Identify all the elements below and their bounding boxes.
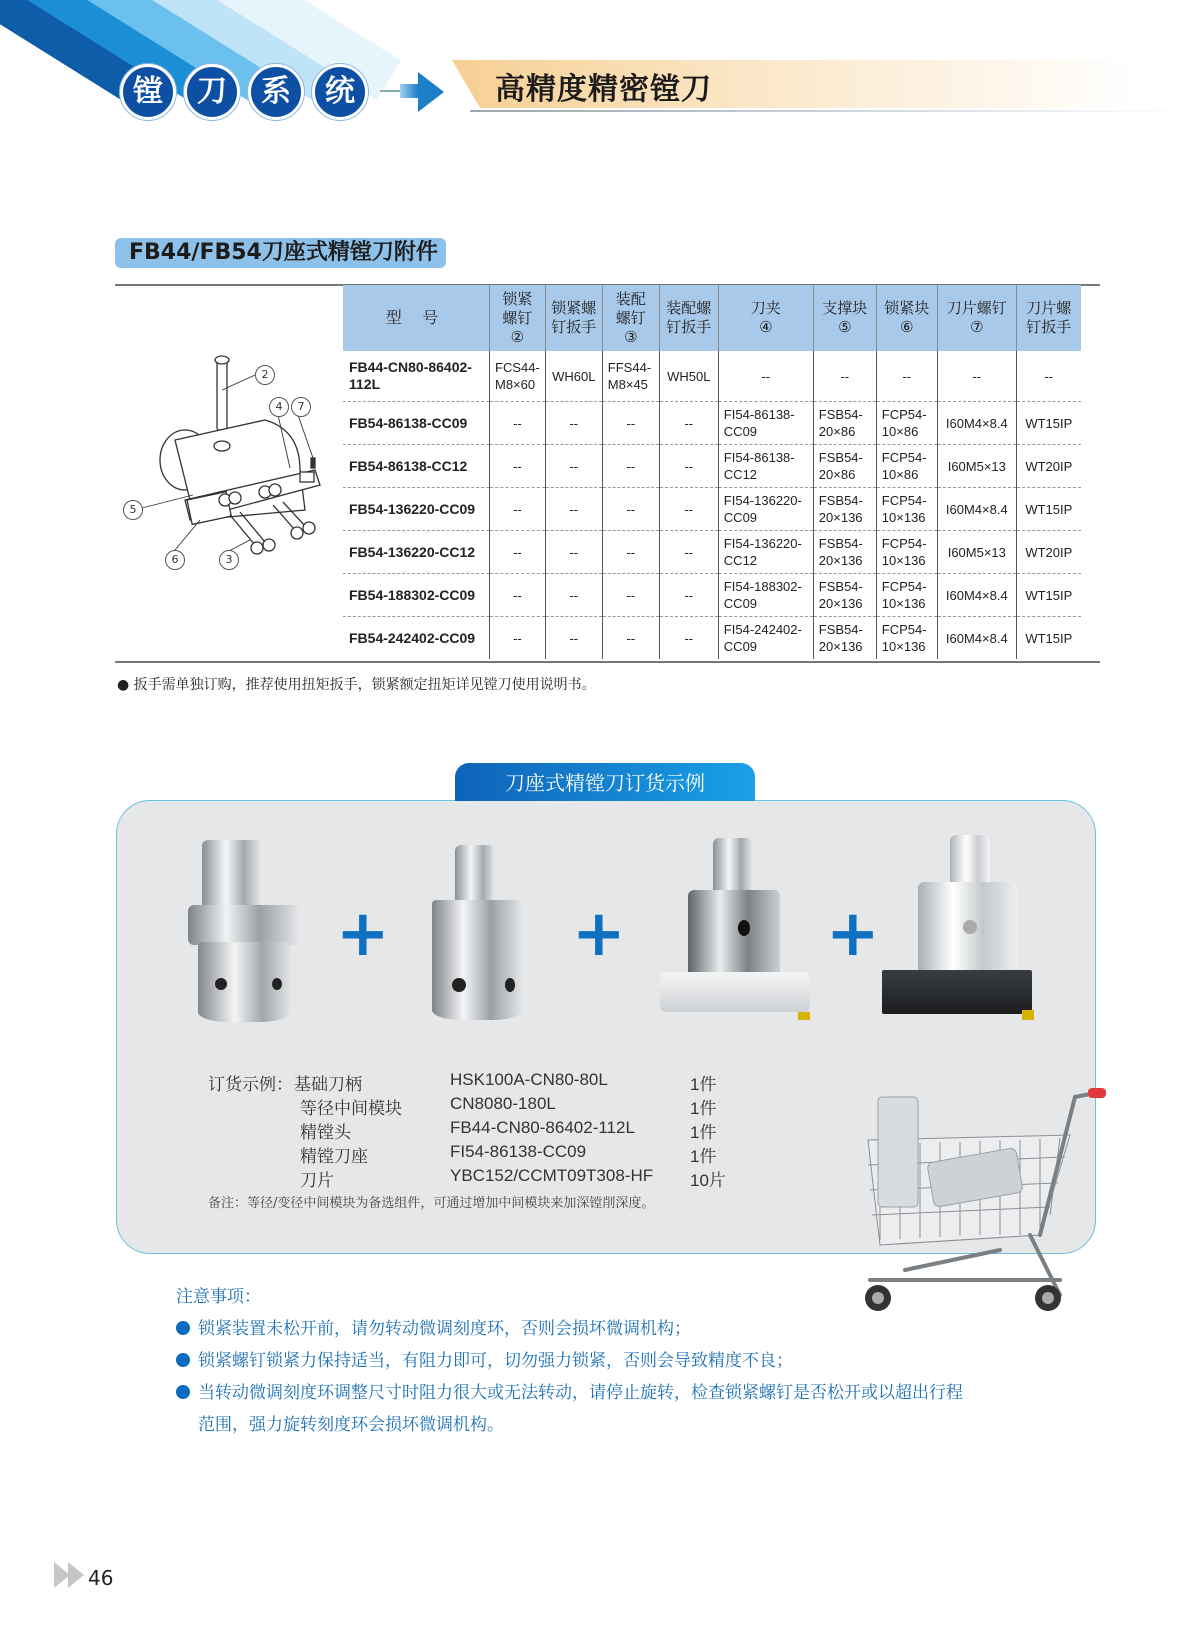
cell-lock-screw: -- [490, 574, 546, 617]
cell-model: FB44-CN80-86402- 112L [349, 359, 472, 392]
cell-assy-screw: -- [602, 531, 659, 574]
table-row [343, 351, 1081, 402]
order-item-qty: 1件 [690, 1099, 717, 1118]
order-prefix: 订货示例： [208, 1075, 293, 1094]
cell-lock-block: FCP54- 10×86 [876, 445, 937, 488]
cell-model: FB54-188302-CC09 [343, 574, 490, 617]
cell-holder: FI54-86138- CC12 [718, 445, 813, 488]
cell-lock-wrench: -- [545, 574, 602, 617]
attention-item: 当转动微调刻度环调整尺寸时阻力很大或无法转动，请停止旋转，检查锁紧螺钉是否松开或以超出行程 [176, 1378, 963, 1403]
order-item-name: 等径中间模块 [300, 1099, 402, 1118]
header-arrow-icon [400, 84, 418, 98]
cell-assy-screw: -- [602, 617, 659, 660]
bullet-icon [176, 1321, 190, 1335]
table-bottom-rule [115, 661, 1100, 663]
order-item-code: HSK100A-CN80-80L [450, 1070, 608, 1089]
cell-assy-screw: -- [602, 488, 659, 531]
cell-insert-wrench: WT15IP [1016, 617, 1081, 660]
order-item-code: CN8080-180L [450, 1094, 556, 1113]
order-item-name: 刀片 [300, 1171, 334, 1190]
cell-insert-wrench: WT15IP [1016, 402, 1081, 445]
cell-assy-screw: -- [602, 445, 659, 488]
table-row [343, 402, 1081, 445]
attention-item-continued: 范围，强力旋转刻度环会损坏微调机构。 [198, 1415, 504, 1435]
cell-insert-wrench: WT15IP [1016, 488, 1081, 531]
cell-assy-screw: -- [602, 402, 659, 445]
cell-lock-wrench: -- [545, 488, 602, 531]
order-item-qty: 1件 [690, 1075, 717, 1094]
cell-assy-wrench: -- [659, 574, 718, 617]
table-row [343, 488, 1081, 531]
order-item-qty: 1件 [690, 1123, 717, 1142]
cell-insert-wrench: WT20IP [1016, 531, 1081, 574]
cell-lock-block: -- [876, 351, 937, 402]
cell-lock-wrench: -- [545, 617, 602, 660]
cell-holder: FI54-188302- CC09 [718, 574, 813, 617]
cell-model: FB54-242402-CC09 [343, 617, 490, 660]
attention-item: 锁紧螺钉锁紧力保持适当，有阻力即可，切勿强力锁紧，否则会导致精度不良； [176, 1346, 793, 1371]
callout-4: 4 [269, 397, 289, 417]
cell-lock-block: FCP54- 10×86 [876, 402, 937, 445]
cell-holder: FI54-86138- CC09 [718, 402, 813, 445]
cell-assy-wrench: -- [659, 488, 718, 531]
page-arrow-icon [68, 1562, 84, 1588]
cell-insert-screw: -- [937, 351, 1016, 402]
cell-lock-screw: -- [490, 445, 546, 488]
cell-support: -- [813, 351, 876, 402]
cell-insert-screw: I60M4×8.4 [937, 617, 1016, 660]
header-badge: 刀 [184, 64, 240, 120]
cell-model: FB54-136220-CC12 [343, 531, 490, 574]
header-lock-wrench: 锁紧螺 钉扳手 [545, 285, 602, 351]
attention-title: 注意事项： [176, 1287, 261, 1307]
table-row [343, 531, 1081, 574]
page-number: 46 [88, 1566, 114, 1590]
cell-lock-block: FCP54- 10×136 [876, 531, 937, 574]
cell-lock-screw: -- [490, 531, 546, 574]
cell-support: FSB54- 20×136 [813, 574, 876, 617]
order-remark: 备注：等径/变径中间模块为备选组件，可通过增加中间模块来加深镗削深度。 [208, 1196, 655, 1211]
callout-5: 5 [123, 500, 143, 520]
cell-lock-block: FCP54- 10×136 [876, 574, 937, 617]
order-item-name: 精镗刀座 [300, 1147, 368, 1166]
exploded-diagram [115, 350, 340, 600]
cell-insert-screw: I60M4×8.4 [937, 402, 1016, 445]
cell-support: FSB54- 20×136 [813, 488, 876, 531]
order-item-code: YBC152/CCMT09T308-HF [450, 1166, 654, 1185]
order-item-name: 精镗头 [300, 1123, 351, 1142]
cell-model: FB54-86138-CC12 [343, 445, 490, 488]
attention-item: 锁紧装置未松开前，请勿转动微调刻度环，否则会损坏微调机构； [176, 1314, 691, 1339]
cell-insert-screw: I60M5×13 [937, 445, 1016, 488]
table-row [343, 574, 1081, 617]
title-underline [470, 110, 1190, 112]
shopping-cart-icon [860, 1085, 1120, 1325]
cell-assy-screw: -- [602, 574, 659, 617]
bullet-icon [176, 1353, 190, 1367]
cell-support: FSB54- 20×86 [813, 402, 876, 445]
table-header-row [343, 285, 1081, 351]
cell-support: FSB54- 20×86 [813, 445, 876, 488]
header-arrow-line [380, 90, 400, 92]
bullet-icon [176, 1385, 190, 1399]
cell-lock-block: FCP54- 10×136 [876, 617, 937, 660]
cell-model: FB54-86138-CC09 [343, 402, 490, 445]
order-example-title: 刀座式精镗刀订货示例 [455, 763, 755, 801]
header-model: 型 号 [343, 285, 490, 351]
header-insert-wrench: 刀片螺 钉扳手 [1016, 285, 1081, 351]
header-badge: 统 [312, 64, 368, 120]
page-title: 高精度精密镗刀 [495, 72, 712, 107]
cell-lock-wrench: WH60L [545, 351, 602, 402]
callout-6: 6 [165, 550, 185, 570]
cell-insert-wrench: WT15IP [1016, 574, 1081, 617]
cell-assy-screw: FFS44- M8×45 [602, 351, 659, 402]
order-item-code: FB44-CN80-86402-112L [450, 1118, 635, 1137]
cell-lock-wrench: -- [545, 531, 602, 574]
header-support-block: 支撑块 ⑤ [813, 285, 876, 351]
shopping-cart-image [860, 1085, 1120, 1325]
cell-holder: FI54-242402- CC09 [718, 617, 813, 660]
cell-support: FSB54- 20×136 [813, 531, 876, 574]
order-item-name: 基础刀柄 [294, 1075, 362, 1094]
order-item-qty: 10片 [690, 1171, 726, 1190]
header-assy-wrench: 装配螺 钉扳手 [659, 285, 718, 351]
callout-3: 3 [219, 550, 239, 570]
cell-insert-screw: I60M5×13 [937, 531, 1016, 574]
plus-icon: + [336, 897, 390, 971]
cell-lock-wrench: -- [545, 402, 602, 445]
table-footnote: ● 扳手需单独订购，推荐使用扭矩扳手，锁紧额定扭矩详见镗刀使用说明书。 [117, 677, 596, 693]
cell-support: FSB54- 20×136 [813, 617, 876, 660]
header-arrow-head-icon [418, 72, 444, 112]
cell-lock-block: FCP54- 10×136 [876, 488, 937, 531]
cell-lock-screw: -- [490, 488, 546, 531]
header-lock-block: 锁紧块 ⑥ [876, 285, 937, 351]
section-title: FB44/FB54刀座式精镗刀附件 [115, 238, 446, 268]
table-row [343, 617, 1081, 660]
cell-assy-wrench: WH50L [659, 351, 718, 402]
cell-insert-wrench: WT20IP [1016, 445, 1081, 488]
callout-2: 2 [255, 365, 275, 385]
cell-holder: FI54-136220- CC12 [718, 531, 813, 574]
cell-lock-screw: -- [490, 617, 546, 660]
order-item-qty: 1件 [690, 1147, 717, 1166]
plus-icon: + [572, 897, 626, 971]
header-badge: 镗 [120, 64, 176, 120]
header-badge: 系 [248, 64, 304, 120]
cell-assy-wrench: -- [659, 445, 718, 488]
header-lock-screw: 锁紧 螺钉 ② [490, 285, 546, 351]
cell-holder: FI54-136220- CC09 [718, 488, 813, 531]
table-row [343, 445, 1081, 488]
plus-icon: + [826, 897, 880, 971]
header-assy-screw: 装配 螺钉 ③ [602, 285, 659, 351]
cell-lock-screw: FCS44- M8×60 [490, 351, 546, 402]
cell-lock-screw: -- [490, 402, 546, 445]
header-holder: 刀夹 ④ [718, 285, 813, 351]
cell-holder: -- [718, 351, 813, 402]
cell-assy-wrench: -- [659, 617, 718, 660]
accessory-table [343, 285, 1081, 659]
callout-7: 7 [291, 397, 311, 417]
cell-insert-wrench: -- [1016, 351, 1081, 402]
cell-assy-wrench: -- [659, 402, 718, 445]
header-insert-screw: 刀片螺钉 ⑦ [937, 285, 1016, 351]
cell-assy-wrench: -- [659, 531, 718, 574]
order-item-code: FI54-86138-CC09 [450, 1142, 587, 1161]
cell-insert-screw: I60M4×8.4 [937, 488, 1016, 531]
cell-insert-screw: I60M4×8.4 [937, 574, 1016, 617]
cell-lock-wrench: -- [545, 445, 602, 488]
cell-model: FB54-136220-CC09 [343, 488, 490, 531]
